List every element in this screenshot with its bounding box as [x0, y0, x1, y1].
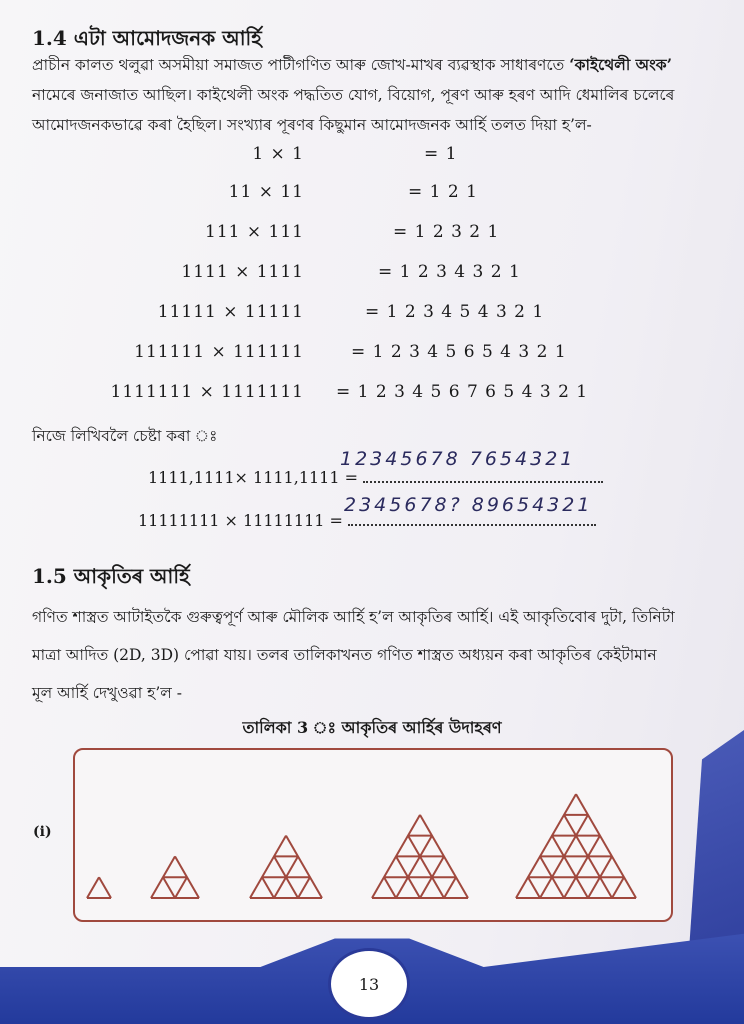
triangle-edge	[262, 877, 274, 898]
row-label: (i)	[33, 824, 52, 840]
triangle-pattern-svg	[75, 750, 671, 920]
para-bold-term: ‘কাইথেলী অংক’	[569, 55, 672, 74]
section-number: 1.4	[32, 26, 67, 50]
triangle-pattern-figure	[73, 748, 673, 922]
triangle-edge	[516, 794, 576, 898]
triangle-edge	[175, 877, 187, 898]
multiplication-row	[0, 302, 744, 332]
mult-lhs: 111111 × 111111	[134, 342, 304, 362]
try-lhs: 1111,1111× 1111,1111 =	[148, 468, 359, 487]
triangle-pattern-4	[372, 815, 468, 898]
para-text: প্ৰাচীন কালত থলুৱা অসমীয়া সমাজত পাটীগণিত আৰু জোখ-মাখৰ ব্যৱস্থাক সাধাৰণতে	[32, 56, 570, 74]
triangle-pattern-1	[87, 877, 111, 898]
multiplication-row	[0, 144, 744, 174]
mult-rhs: = 1	[424, 144, 458, 164]
triangle-edge	[444, 877, 456, 898]
triangle-pattern-2	[151, 856, 199, 898]
mult-rhs: = 1 2 1	[408, 182, 478, 202]
page-number: 13	[358, 974, 380, 994]
mult-rhs: = 1 2 3 4 3 2 1	[378, 262, 521, 282]
para-text: গণিত শাস্ত্ৰত আটাইতকৈ গুৰুত্বপূৰ্ণ আৰু মৌলিক আৰ্হি হ’ল আকৃতিৰ আৰ্হি। এই আকৃতিবোৰ দুটা, তিনিটা	[32, 608, 675, 626]
mult-lhs: 111 × 111	[205, 222, 304, 242]
multiplication-row	[0, 262, 744, 292]
multiplication-row	[0, 222, 744, 252]
triangle-edge	[298, 877, 310, 898]
mult-rhs: = 1 2 3 4 5 4 3 2 1	[365, 302, 545, 322]
handwritten-answer: 2345678? 89654321	[344, 494, 593, 516]
para-text: আমোদজনকভাৱে কৰা হৈছিল। সংখ্যাৰ পূৰণৰ কিছুমান আমোদজনক আৰ্হি তলত দিয়া হ’ল-	[32, 116, 592, 134]
triangle-edge	[163, 877, 175, 898]
para-text: মূল আৰ্হি দেখুওৱা হ’ল -	[32, 684, 182, 702]
mult-lhs: 1111111 × 1111111	[110, 382, 304, 402]
mult-lhs: 1111 × 1111	[181, 262, 304, 282]
para-text: নামেৰে জনাজাত আছিল। কাইথেলী অংক পদ্ধতিত যোগ, বিয়োগ, পূৰণ আৰু হৰণ আদি ধেমালিৰ চলেৰে	[32, 86, 675, 104]
triangle-pattern-5	[516, 794, 636, 898]
triangle-edge	[99, 877, 111, 898]
mult-lhs: 11 × 11	[228, 182, 304, 202]
mult-lhs: 1 × 1	[252, 144, 304, 164]
mult-rhs: = 1 2 3 4 5 6 7 6 5 4 3 2 1	[336, 382, 589, 402]
mult-lhs: 11111 × 11111	[157, 302, 304, 322]
triangle-edge	[612, 877, 624, 898]
triangle-edge	[87, 877, 99, 898]
try-lhs: 11111111 × 11111111 =	[138, 511, 343, 530]
multiplication-row	[0, 182, 744, 212]
section-title: এটা আমোদজনক আৰ্হি	[73, 26, 262, 50]
section-title: আকৃতিৰ আৰ্হি	[73, 564, 190, 588]
page-number-badge	[328, 948, 410, 1020]
section-number: 1.5	[32, 564, 67, 588]
multiplication-row	[0, 382, 744, 412]
triangle-pattern-3	[250, 836, 322, 898]
para-text: মাত্ৰা আদিত (2D, 3D) পোৱা যায়। তলৰ তালিকাখনত গণিত শাস্ত্ৰত অধ্যয়ন কৰা আকৃতিৰ কেইটামান	[32, 646, 657, 664]
section-heading-1-5	[32, 562, 190, 595]
try-yourself-label: নিজে লিখিবলৈ চেষ্টা কৰা ঃ	[32, 427, 218, 445]
mult-rhs: = 1 2 3 2 1	[393, 222, 500, 242]
multiplication-row	[0, 342, 744, 372]
mult-rhs: = 1 2 3 4 5 6 5 4 3 2 1	[351, 342, 567, 362]
table-caption: তালিকা 3 ঃ আকৃতিৰ আৰ্হিৰ উদাহৰণ	[242, 718, 502, 737]
triangle-edge	[528, 877, 540, 898]
paragraph-1-5	[32, 598, 712, 712]
paragraph-1-4	[32, 50, 712, 140]
triangle-edge	[384, 877, 396, 898]
triangle-edge	[576, 794, 636, 898]
handwritten-answer: 12345678 7654321	[340, 448, 576, 470]
